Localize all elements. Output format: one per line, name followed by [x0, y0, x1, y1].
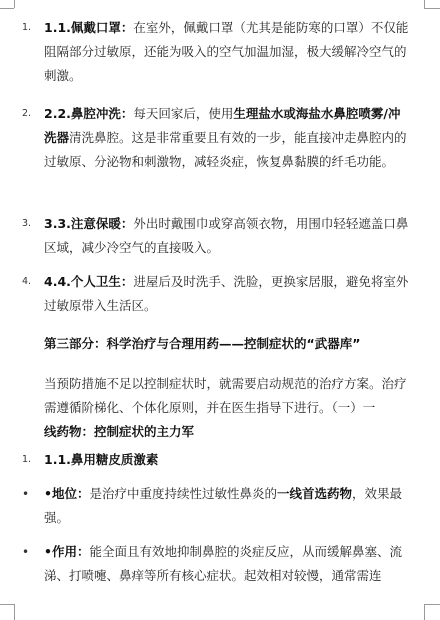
bullet-emphasis: 一线首选药物: [277, 486, 353, 501]
bullet-label: •地位：: [44, 486, 90, 501]
item-heading: 4.4.个人卫生：: [44, 274, 134, 289]
section-intro: [44, 372, 418, 444]
bullet-marker: •: [22, 487, 30, 501]
item-emphasis: 生理盐水或海盐水鼻腔喷雾/冲洗器: [44, 106, 401, 145]
sub-item-heading: 1.1.鼻用糖皮质激素: [44, 452, 159, 467]
bullet-body: 能全面且有效地抑制鼻腔的炎症反应，从而缓解鼻塞、流涕、打喷嚏、鼻痒等所有核心症状。起效相对较慢，通常需连: [44, 544, 403, 583]
bullet-body-pre: 是治疗中重度持续性过敏性鼻炎的: [89, 486, 278, 501]
list-item-text: [44, 16, 412, 88]
bullet-marker: •: [22, 545, 30, 559]
item-body-pre: 每天回家后，使用: [133, 106, 234, 121]
list-marker: 4.: [22, 276, 32, 287]
item-body: 外出时戴围巾或穿高领衣物，用围巾轻轻遮盖口鼻区域，减少冷空气的直接吸入。: [44, 216, 409, 255]
section-heading: 第三部分：科学治疗与合理用药——控制症状的“武器库”: [44, 336, 361, 351]
list-marker: 3.: [22, 218, 32, 229]
intro-text: 当预防措施不足以控制症状时，就需要启动规范的治疗方案。治疗需遵循阶梯化、个体化原则，并在医生指导下进行。（一）一: [44, 376, 407, 415]
list-item-text: [44, 102, 412, 174]
bullet-text: [44, 482, 412, 530]
item-body: 清洗鼻腔。这是非常重要且有效的一步，能直接冲走鼻腔内的过敏原、分泌物和刺激物，减轻炎症，恢复鼻黏膜的纤毛功能。: [44, 130, 407, 169]
bullet-body: ，效果最强。: [44, 486, 403, 525]
list-marker: 1.: [22, 454, 32, 465]
item-heading: 3.3.注意保暖：: [44, 216, 134, 231]
item-body: 进屋后及时洗手、洗脸，更换家居服，避免将室外过敏原带入生活区。: [44, 274, 409, 313]
list-marker: 1.: [22, 22, 32, 33]
list-marker: 2.: [22, 108, 32, 119]
bullet-text: [44, 540, 412, 588]
item-heading: 2.2.鼻腔冲洗：: [44, 106, 134, 121]
bullet-label: •作用：: [44, 544, 90, 559]
list-item-text: [44, 212, 412, 260]
list-item-text: [44, 270, 412, 318]
item-body: 在室外，佩戴口罩（尤其是能防寒的口罩）不仅能阻隔部分过敏原，还能为吸入的空气加温加湿，极大缓解冷空气的刺激。: [44, 20, 409, 83]
item-heading: 1.1.佩戴口罩：: [44, 20, 134, 35]
sub-section-heading: 线药物：控制症状的主力军: [44, 424, 195, 439]
